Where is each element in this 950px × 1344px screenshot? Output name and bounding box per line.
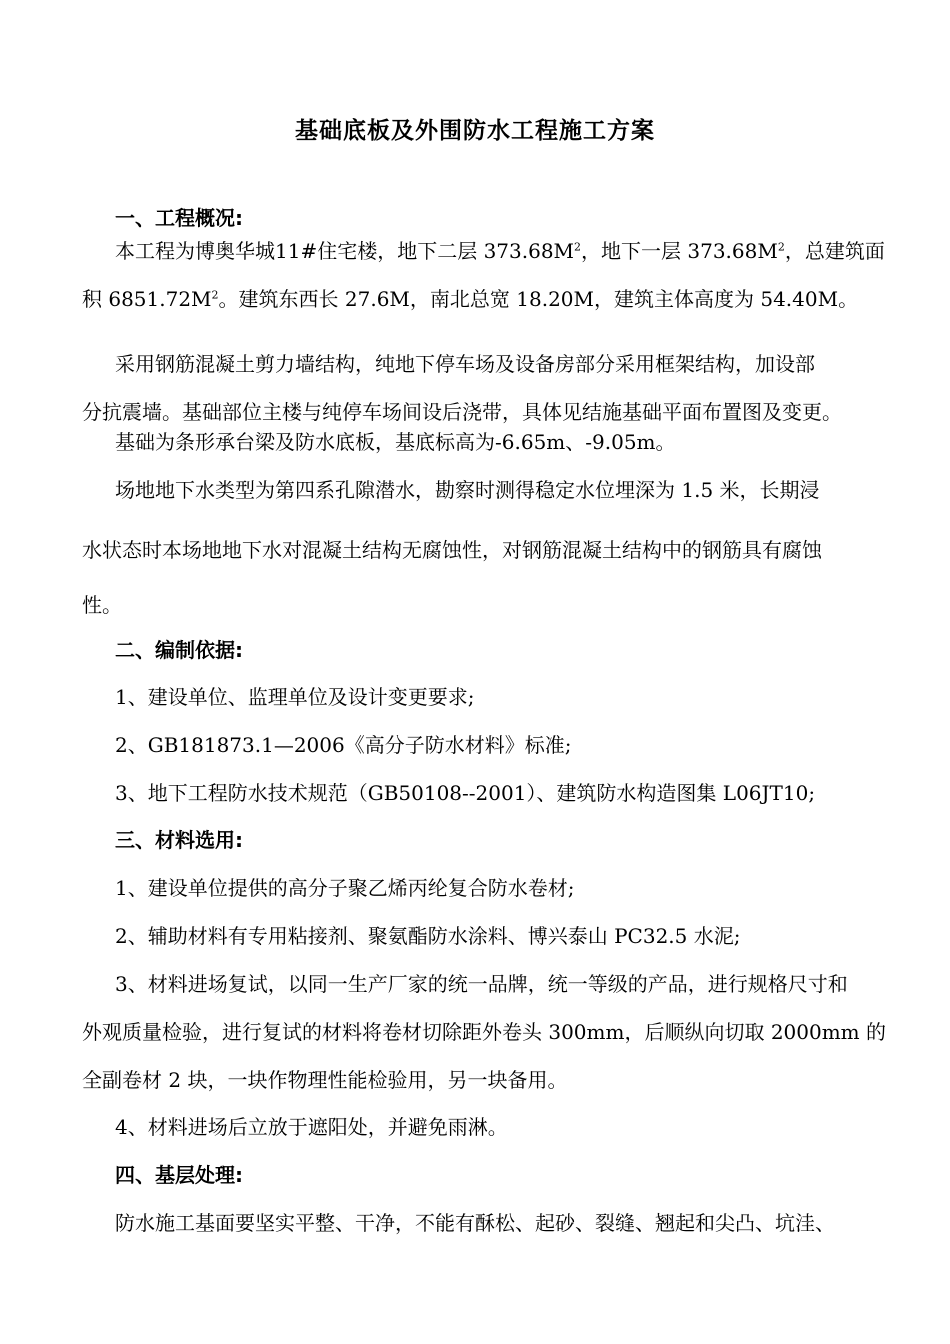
paragraph-line: 场地地下水类型为第四系孔隙潜水，勘察时测得稳定水位埋深为 1.5 米，长期浸 (115, 478, 820, 502)
section-heading-base-treatment: 四、基层处理: (115, 1163, 243, 1187)
list-item: 3、地下工程防水技术规范（GB50108--2001）、建筑防水构造图集 L06JT10; (115, 781, 816, 805)
paragraph-line: 分抗震墙。基础部位主楼与纯停车场间设后浇带，具体见结施基础平面布置图及变更。 (82, 400, 842, 424)
document-title: 基础底板及外围防水工程施工方案 (295, 118, 655, 144)
paragraph-line: 性。 (82, 593, 122, 617)
paragraph-line: 防水施工基面要坚实平整、干净，不能有酥松、起砂、裂缝、翘起和尖凸、坑洼、 (115, 1211, 835, 1235)
text-fragment: ，地下一层 373.68M (581, 239, 778, 263)
paragraph-line (115, 237, 885, 265)
superscript: 2 (574, 240, 582, 254)
paragraph-line (82, 285, 858, 313)
text-fragment: ，总建筑面 (784, 239, 885, 263)
paragraph-line: 基础为条形承台梁及防水底板，基底标高为-6.65m、-9.05m。 (115, 430, 676, 454)
text-fragment: 本工程为博奥华城11#住宅楼，地下二层 373.68M (115, 239, 575, 263)
paragraph-line: 全副卷材 2 块，一块作物理性能检验用，另一块备用。 (82, 1068, 568, 1092)
list-item: 3、材料进场复试，以同一生产厂家的统一品牌，统一等级的产品，进行规格尺寸和 (115, 972, 848, 996)
superscript: 2 (777, 240, 785, 254)
text-fragment: 积 6851.72M (82, 287, 212, 311)
list-item: 2、GB181873.1—2006《高分子防水材料》标准; (115, 733, 572, 757)
section-heading-materials: 三、材料选用: (115, 828, 243, 852)
text-fragment: 。建筑东西长 27.6M，南北总宽 18.20M，建筑主体高度为 54.40M。 (218, 287, 859, 311)
list-item: 1、建设单位、监理单位及设计变更要求; (115, 685, 475, 709)
paragraph-line: 水状态时本场地地下水对混凝土结构无腐蚀性，对钢筋混凝土结构中的钢筋具有腐蚀 (82, 538, 822, 562)
list-item: 2、辅助材料有专用粘接剂、聚氨酯防水涂料、博兴泰山 PC32.5 水泥; (115, 924, 741, 948)
superscript: 2 (211, 288, 219, 302)
list-item: 4、材料进场后立放于遮阳处，并避免雨淋。 (115, 1115, 508, 1139)
section-heading-basis: 二、编制依据: (115, 638, 243, 662)
paragraph-line: 采用钢筋混凝土剪力墙结构，纯地下停车场及设备房部分采用框架结构，加设部 (115, 352, 815, 376)
list-item: 1、建设单位提供的高分子聚乙烯丙纶复合防水卷材; (115, 876, 575, 900)
paragraph-line: 外观质量检验，进行复试的材料将卷材切除距外卷头 300mm，后顺纵向切取 2000mm 的 (82, 1020, 887, 1044)
section-heading-overview: 一、工程概况: (115, 206, 243, 230)
